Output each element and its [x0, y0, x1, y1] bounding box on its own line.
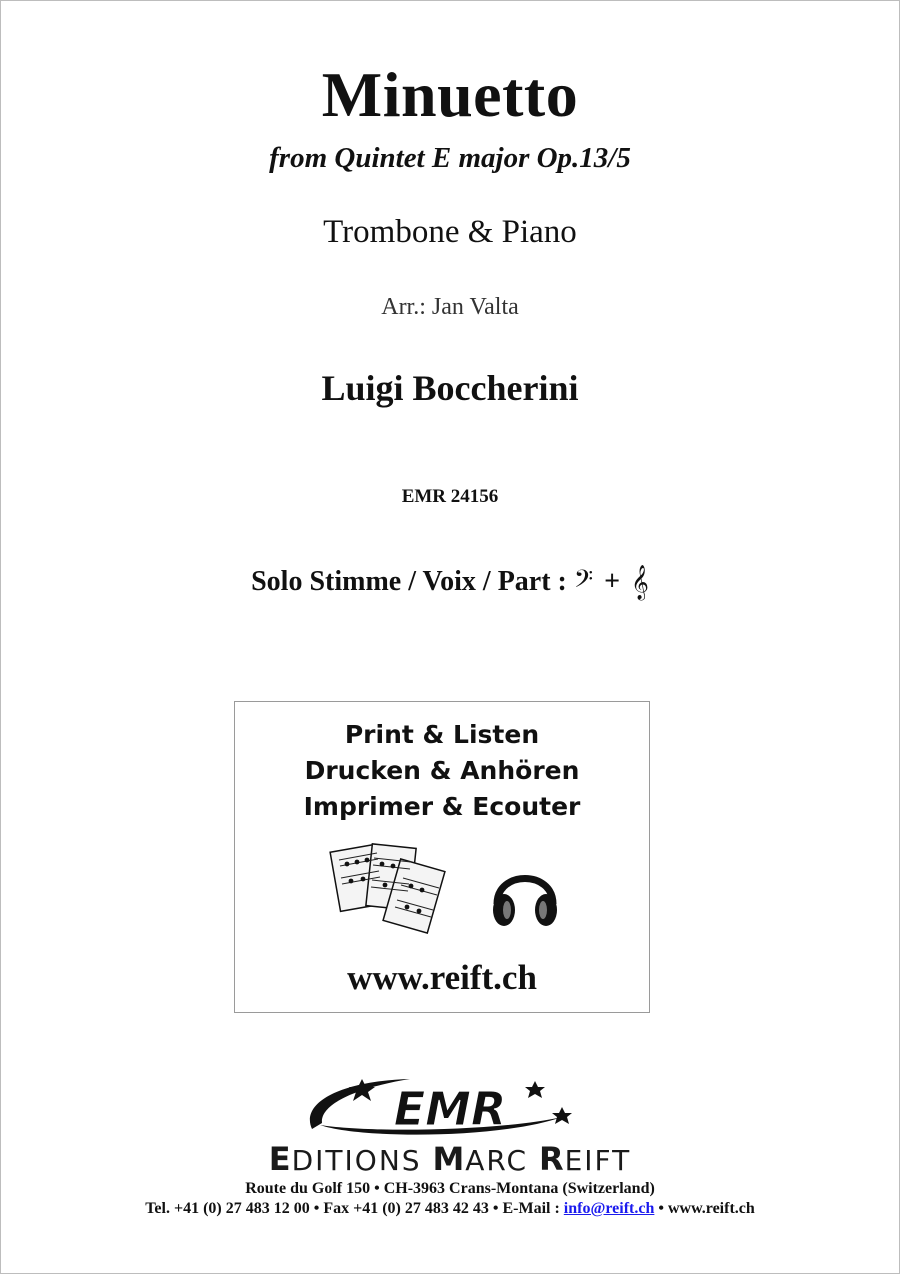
sheet-music-icon: [327, 842, 457, 942]
print-listen-box: [234, 701, 650, 1013]
part-line: [0, 565, 900, 600]
instrumentation: Trombone & Piano: [323, 214, 577, 250]
composer: Luigi Boccherini: [321, 368, 579, 408]
emr-logo: [300, 1073, 600, 1143]
bass-clef-icon: 𝄢: [573, 565, 594, 600]
brand-initial-r: R: [538, 1140, 565, 1178]
email-link[interactable]: info@reift.ch: [563, 1200, 655, 1217]
part-label: Solo Stimme / Voix / Part :: [251, 566, 567, 597]
contact-website[interactable]: • www.reift.ch: [658, 1200, 755, 1217]
page-title: Minuetto: [321, 59, 579, 130]
logo-text: EMR: [393, 1082, 507, 1136]
subtitle: from Quintet E major Op.13/5: [269, 142, 631, 174]
promo-line-german: Drucken & Anhören: [304, 756, 580, 785]
brand-initial-m: M: [432, 1140, 466, 1178]
catalog-code: EMR 24156: [401, 486, 499, 507]
treble-clef-icon: 𝄞: [631, 565, 649, 600]
promo-line-french: Imprimer & Ecouter: [303, 792, 581, 821]
contact-phone-fax: Tel. +41 (0) 27 483 12 00 • Fax +41 (0) 27 483 42 43 • E-Mail :: [145, 1200, 560, 1217]
publisher-name: [0, 1140, 900, 1178]
plus-sign: +: [604, 566, 621, 597]
address-line: Route du Golf 150 • CH-3963 Crans-Montana (Switzerland): [245, 1180, 655, 1197]
headphones-icon: [487, 858, 563, 934]
arranger: Arr.: Jan Valta: [381, 294, 519, 320]
brand-initial-e: E: [268, 1140, 292, 1178]
brand-word-marc: ARC: [465, 1144, 529, 1177]
brand-word-editions: DITIONS: [291, 1144, 422, 1177]
contact-line: [0, 1200, 900, 1218]
promo-website[interactable]: www.reift.ch: [347, 958, 537, 997]
promo-line-english: Print & Listen: [344, 720, 540, 749]
brand-word-reift: EIFT: [564, 1144, 632, 1177]
